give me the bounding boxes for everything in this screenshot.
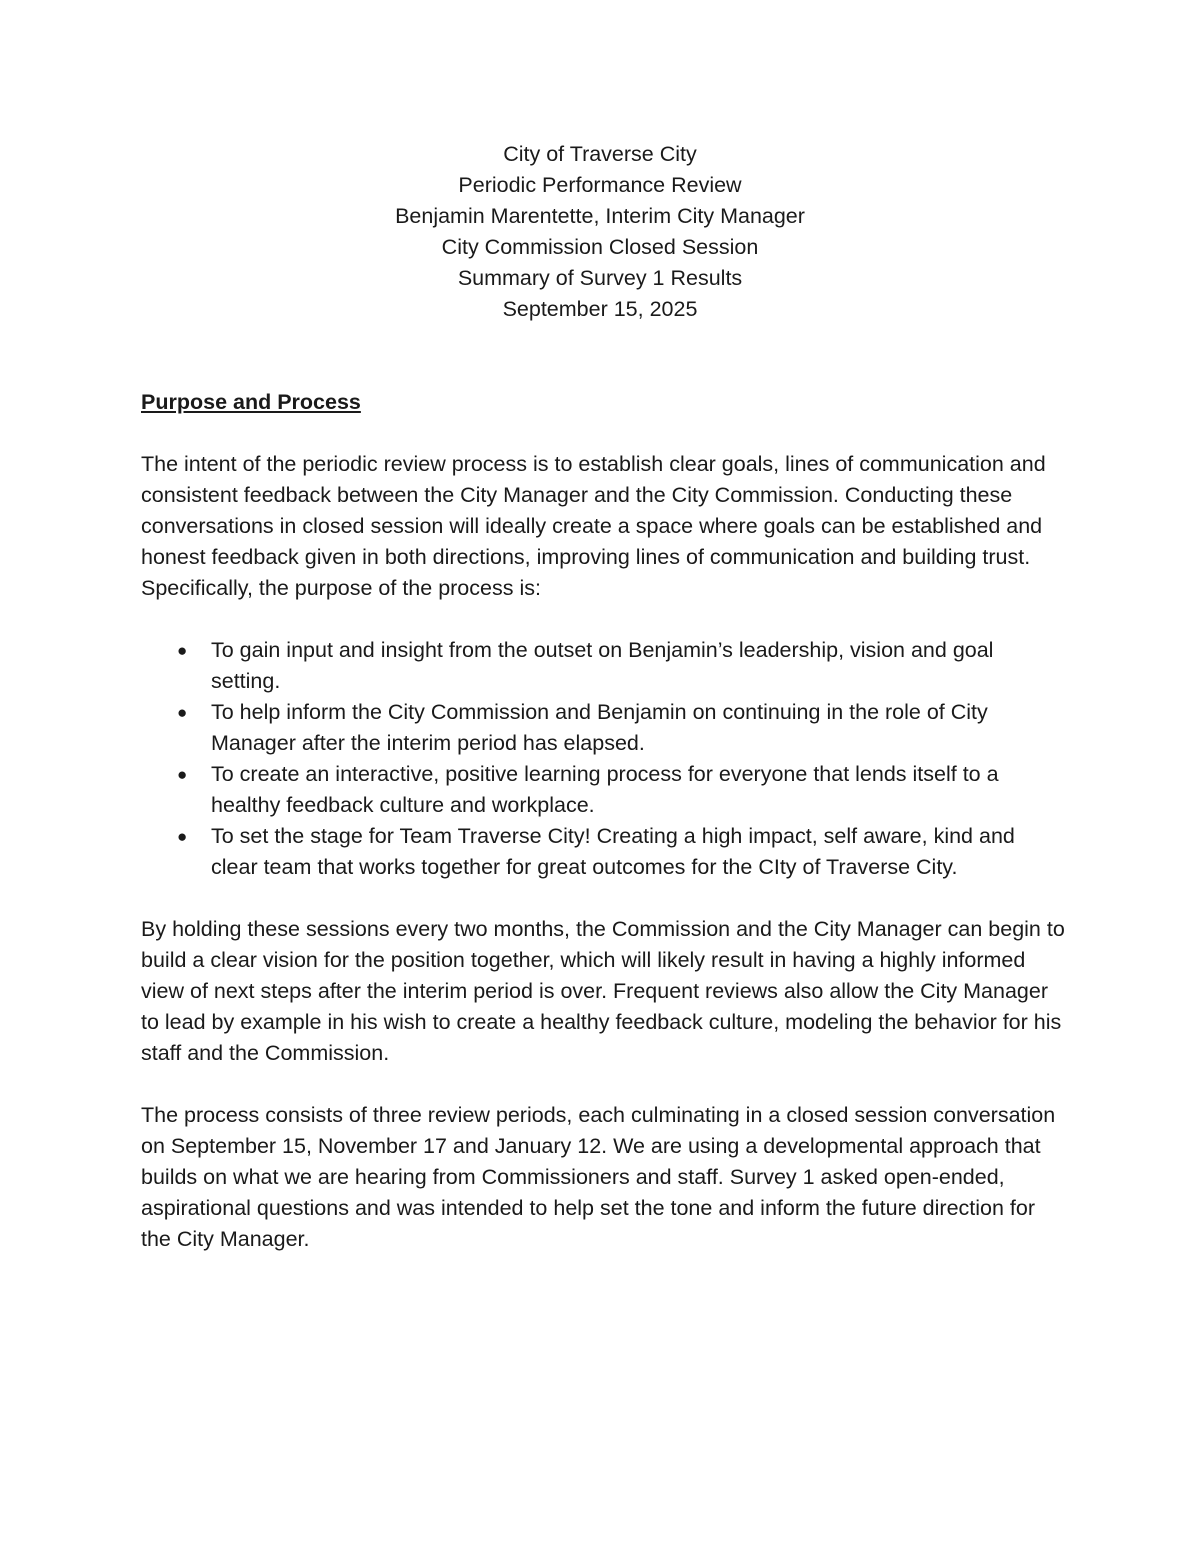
bullet-icon: ● [177, 703, 188, 722]
bullet-icon: ● [177, 641, 188, 660]
header-date: September 15, 2025 [502, 297, 698, 321]
list-item-text: To set the stage for Team Traverse City! Creating a high impact, self aware, kind and clear team that works together for great outcomes for the CIty of Traverse City. [211, 824, 1015, 879]
list-item [141, 697, 1066, 759]
purpose-list [141, 635, 1066, 883]
header-session: City Commission Closed Session [441, 235, 759, 259]
header-city-name: City of Traverse City [503, 142, 697, 166]
section-heading: Purpose and Process [141, 390, 361, 414]
bullet-icon: ● [177, 765, 188, 784]
process-paragraph: The process consists of three review periods, each culminating in a closed session conversation on September 15, November 17 and January 12. We are using a developmental approach that builds on what we are hearing from Commissioners and staff. Survey 1 asked open-ended, aspirational questions and was intended to help set the tone and inform the future direction for the City Manager. [141, 1103, 1056, 1251]
intro-paragraph: The intent of the periodic review process is to establish clear goals, lines of communication and consistent feedback between the City Manager and the City Commission. Conducting these conversations in closed session will ideally create a space where goals can be established and honest feedback given in both directions, improving lines of communication and building trust. Specifically, the purpose of the process is: [141, 452, 1046, 600]
list-item [141, 821, 1066, 883]
list-item-text: To help inform the City Commission and Benjamin on continuing in the role of City Manager after the interim period has elapsed. [211, 700, 988, 755]
list-item-text: To gain input and insight from the outset on Benjamin’s leadership, vision and goal setting. [211, 638, 994, 693]
sessions-paragraph: By holding these sessions every two months, the Commission and the City Manager can begin to build a clear vision for the position together, which will likely result in having a highly informed view of next steps after the interim period is over. Frequent reviews also allow the City Manager to lead by example in his wish to create a healthy feedback culture, modeling the behavior for his staff and the Commission. [141, 917, 1065, 1065]
list-item [141, 759, 1066, 821]
header-review-title: Periodic Performance Review [458, 173, 742, 197]
document-header [0, 139, 1200, 325]
header-summary: Summary of Survey 1 Results [457, 266, 743, 290]
list-item-text: To create an interactive, positive learning process for everyone that lends itself to a healthy feedback culture and workplace. [211, 762, 999, 817]
document-body [141, 387, 1066, 1286]
bullet-icon: ● [177, 827, 188, 846]
list-item [141, 635, 1066, 697]
header-subject: Benjamin Marentette, Interim City Manager [395, 204, 805, 228]
